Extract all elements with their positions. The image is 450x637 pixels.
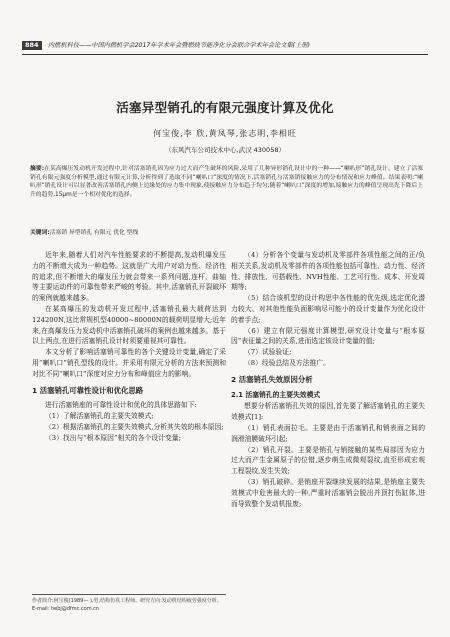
list-item: （5）结合该机型的设计构思中各性能的优先级,选定优化潜力较大、对其他性能负面影响尽可能小的设计变量作为优化设计的着手点; bbox=[231, 294, 425, 324]
list-item: （3）销孔破碎。是销座开裂继续发展的结果,是销座主要失效模式中危害最大的一种,严重时活塞销会脱出并顶打伤缸体,进而导致整个发动机报废; bbox=[231, 477, 425, 508]
page-number: 884 bbox=[22, 41, 42, 50]
right-column bbox=[231, 250, 425, 509]
list-item: （6）建立有限元强度计算模型,研究设计变量与“根本原因”表征量之间的关系,进而选定该设计变量的值; bbox=[231, 326, 425, 346]
list-item: （1）销孔表面拉毛。主要是由于活塞销孔和销表面之间的润滑油膜破坏引起; bbox=[231, 423, 425, 443]
section-heading-2: 2 活塞销孔失效原因分析 bbox=[231, 374, 313, 384]
subsection-heading-2-1: 2.1 活塞销孔的主要失效模式 bbox=[231, 390, 321, 399]
left-column bbox=[32, 250, 226, 444]
running-header bbox=[22, 40, 428, 55]
abstract-label: 摘要: bbox=[30, 166, 45, 172]
list-item: （8）经验总结及方法推广。 bbox=[244, 358, 330, 367]
paragraph: 想要分析活塞销孔失效的原因,首先要了解活塞销孔的主要失效模式[1]: bbox=[231, 402, 425, 422]
keywords-label: 关键词: bbox=[30, 230, 50, 236]
paragraph: 本文分析了影响活塞销可靠性的各个关键设计变量,确定了采用“喇叭口”销孔型线的设计。并采用有限元分析的方法来预测和对比不同“喇叭口”深度对应力分布和峰值应力的影响。 bbox=[32, 348, 226, 378]
abstract-text: 在某高爆压发动机开发过程中,针对活塞销孔因为应力过大而产生破坏的风险,采用了几种异形销孔设计中的一种——“喇叭形”销孔设计。建立了活塞销孔有限元强度分析模型,通过有限元计算,分析得到了选取不同“喇叭口”深度的情况下,活塞销孔与活塞销接触应力的分布情况和应力峰值。结果表明:“喇叭形”销孔设计可以显著改善活塞销孔内侧上边缘处的应力集中现象,使接触应力分布趋于均匀;随着“喇叭口”深度的增加,接触应力的峰值呈现出先下降后上升的趋势,15μm是一个相对优化的选择。 bbox=[30, 166, 423, 198]
paper-title: 活塞异型销孔的有限元强度计算及优化 bbox=[116, 100, 334, 115]
abstract bbox=[30, 165, 423, 199]
author-footnote bbox=[32, 594, 226, 613]
section-heading-1: 1 活塞销孔可靠性设计和优化思路 bbox=[32, 385, 144, 395]
authors: 何宝俊,李 欣,黄凤琴,张志明,李相旺 bbox=[153, 129, 297, 138]
keywords bbox=[30, 227, 423, 236]
list-item: （2）根据活塞销孔的主要失效模式,分析其失效的根本原因; bbox=[45, 422, 224, 431]
paragraph: 近年来,随着人们对汽车性能要求的不断提高,发动机爆发压力的不断增大成为一种趋势。这就是广大用户对动力性、经济性的追求,但不断增大的爆发压力就会带来一系列问题,连杆、曲轴等主要运动件的可靠性带来严峻的考验。其中,活塞销孔开裂破坏的案例就越来越多。 bbox=[32, 251, 226, 303]
footnote-author-bio: 作者简介:何宝俊(1989— ),男,结构仿真工程师。研究方向:发动机结构疲劳强度分析。 bbox=[32, 598, 222, 604]
list-item: （3）找出与“根本原因”相关的各个设计变量; bbox=[45, 433, 181, 442]
affiliation: （东风汽车公司技术中心,武汉 430058） bbox=[165, 146, 285, 154]
journal-name: 内燃机科技——中国内燃机学会2017年学术年会暨燃烧节能净化分会联合学术年会论文集(上册) bbox=[48, 42, 310, 49]
paragraph: 在某高爆压的发动机开发过程中,活塞销孔最大载荷达到124200N,这比常规机型40000~80000N的载荷明显增大;近年来,在高爆发压力发动机中活塞销孔破坏的案例也越来越多。基于以上两点,在进行活塞销孔设计时须要重视其可靠性。 bbox=[32, 304, 226, 346]
list-item: （7）试验验证; bbox=[244, 348, 292, 357]
list-item: （4）分析各个变量与发动机及零部件各项性能之间的正/负相关关系,发动机及零部件的各项性能包括可靠性、动力性、经济性、排放性、可搭载性、NVH性能、工艺可行性、成本、开发周期等; bbox=[231, 251, 425, 292]
list-item: （1）了解活塞销孔的主要失效模式; bbox=[45, 412, 154, 421]
footnote-email: E-mail: hebj@dfmc.com.cn bbox=[32, 605, 100, 612]
paragraph: 进行活塞销座的可靠性设计和优化的具体思路如下: bbox=[45, 401, 197, 410]
keywords-text: 活塞销 异型销孔 有限元 优化 型线 bbox=[49, 230, 139, 236]
list-item: （2）销孔开裂。主要是销孔与销接触的某些局部因为应力过大而产生金属原子的位错,逐步萌生成微观裂纹,直至形成宏观工程裂纹,发生失效; bbox=[231, 445, 425, 476]
